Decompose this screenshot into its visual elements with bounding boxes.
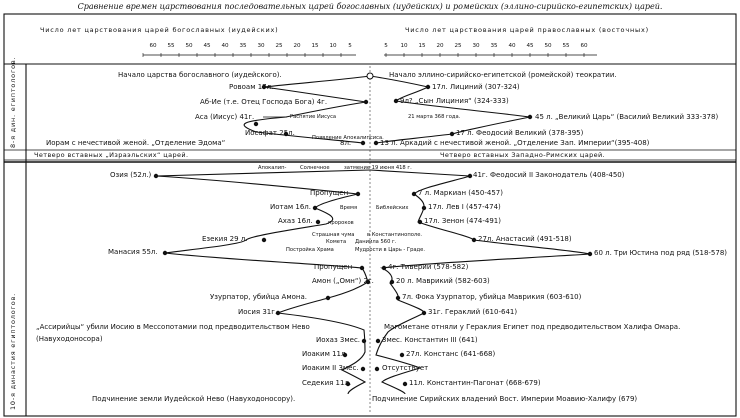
left-tick: 20 (293, 43, 301, 49)
right-tick: 45 (526, 43, 534, 49)
roman-label: 17л. Зенон (474-491) (424, 217, 501, 225)
left-tick: 50 (185, 43, 193, 49)
judean-label: Иохаз 3мес. (316, 336, 361, 344)
node-skip1 (356, 192, 360, 196)
section-label-upper: 8-я дин. египтологов. (9, 56, 17, 148)
start-left-label: Начало царства богославного (иудейского). (118, 71, 282, 79)
judean-label: Седекия 11л. (302, 379, 352, 387)
right-tick: 20 (436, 43, 444, 49)
start-node (367, 73, 373, 79)
note-comet: Комета (326, 239, 347, 245)
right-tick: 55 (562, 43, 570, 49)
left-tick: 25 (275, 43, 283, 49)
left-tick: 10 (329, 43, 337, 49)
node-theodosius (450, 132, 454, 136)
roman-label: 27л. Анастасий (491-518) (478, 235, 572, 243)
node-theodosius2 (468, 174, 472, 178)
header-left: Число лет царствования царей богославных (иудейских) (40, 26, 279, 34)
node-pogonatus (403, 382, 407, 386)
roman-label: 7л. Фока Узурпатор, убийца Маврикия (603-610) (402, 293, 582, 301)
node-tiberius (382, 266, 386, 270)
node-manasseh (163, 251, 167, 255)
roman-label: 17л. Лев I (457-474) (428, 203, 501, 211)
node-jotham (313, 206, 317, 210)
section-label-lower: 10-я династия египтологов. (9, 293, 17, 410)
roman-label: Отсутствует (382, 364, 429, 372)
node-basil (528, 115, 532, 119)
node-marcian (412, 192, 416, 196)
roman-label: 31г. Гераклий (610-641) (428, 308, 518, 316)
note-years: 8л. (340, 139, 352, 147)
roman-label: 11л. Константин-Пагонат (668-679) (409, 379, 541, 387)
right-tick: 25 (454, 43, 462, 49)
judean-label: Ровоам 17л. (229, 83, 274, 91)
judean-label: Езекия 29 л. (202, 235, 248, 243)
note-plague-b: в Константинополе. (367, 232, 423, 238)
start-right-label: Начало эллино-сирийско-египетской (ромейской) теократии. (389, 71, 617, 79)
node-jehoahaz (362, 339, 366, 343)
node-zeno (418, 220, 422, 224)
judean-label: Амон („Омн“) 2г. (312, 277, 374, 285)
right-tick: 15 (418, 43, 426, 49)
roman-label: 4г. Тиверий (578-582) (388, 263, 469, 271)
roman-label: 20 л. Маврикий (582-603) (396, 277, 490, 285)
left-tick: 5 (348, 43, 352, 49)
node-leo (422, 206, 426, 210)
left-tick: 35 (239, 43, 247, 49)
left-tick: 15 (311, 43, 319, 49)
right-tick: 35 (490, 43, 498, 49)
note-wisdom: Мудрости в Царь - Граде. (355, 247, 425, 253)
node-jehoiakim2 (361, 367, 365, 371)
roman-label: 13 л. Аркадий с нечестивой женой. „Отделение Зап. Империи“(395-408) (380, 139, 650, 147)
judean-label: Узурпатор, убийца Амона. (210, 293, 307, 301)
judean-label: Иоаким 11л. (302, 350, 348, 358)
roman-label: 17 л. Феодосий Великий (378-395) (456, 129, 584, 137)
judean-label: Иосия 31г. (238, 308, 278, 316)
node-asa (254, 122, 258, 126)
right-tick: 10 (400, 43, 408, 49)
node-hezekiah (262, 238, 266, 242)
judean-event: „Ассирийцы“ убили Иосию в Мессопотамии под предводительством Нево (Навуходоносора) (36, 323, 310, 343)
roman-label: 60 л. Три Юстина под ряд (518-578) (594, 249, 728, 257)
left-tick: 55 (167, 43, 175, 49)
judean-label: Ахаз 16л. (278, 217, 313, 225)
note-temple: Постройка Храма (286, 247, 334, 253)
band-right: Четверо вставных Западно-Римских царей. (440, 151, 606, 159)
roman-label: 7 л. Маркиан (450-457) (418, 189, 503, 197)
judean-label: Иотам 16л. (270, 203, 311, 211)
note-eclipse-b: Солнечное (300, 165, 330, 171)
note-era-a: Время (340, 205, 358, 211)
node-ahaz (316, 220, 320, 224)
roman-label: 17л. Лициний (307-324) (432, 83, 520, 91)
left-tick: 30 (257, 43, 265, 49)
band-left: Четверо вставных „Израэльских“ царей. (34, 151, 189, 159)
judean-label: Пропущен (310, 189, 349, 197)
left-tick: 60 (149, 43, 157, 49)
node-maurice (390, 280, 394, 284)
node-anastasius (472, 238, 476, 242)
left-tick: 40 (221, 43, 229, 49)
right-tick: 60 (580, 43, 588, 49)
node-abijah (364, 100, 368, 104)
note-plague-a: Страшная чума (312, 232, 355, 238)
judean-final: Подчинение земли Иудейской Нево (Навуходоносору). (92, 395, 296, 403)
judean-label: Пропущен (314, 263, 353, 271)
judean-label: Озия (52л.) (110, 171, 152, 179)
node-justins (588, 252, 592, 256)
note-daniel: Даниила 560 г. (355, 239, 397, 245)
roman-label: 27л. Констанс (641-668) (406, 350, 496, 358)
node-constans (400, 353, 404, 357)
roman-event: Магометане отняли у Гераклия Египет под предводительством Халифа Омара. (384, 323, 681, 331)
node-constantine3 (376, 339, 380, 343)
node-jehoram (361, 141, 365, 145)
right-tick: 5 (384, 43, 388, 49)
judean-label: Манасия 55л. (108, 248, 158, 256)
node-heraclius (422, 311, 426, 315)
node-usurper (326, 296, 330, 300)
note-eclipse-c: затмение 19 июня 418 г. (344, 165, 412, 171)
note-apocalypse: Появление Апокалипсиса. (312, 135, 384, 141)
right-tick: 50 (544, 43, 552, 49)
left-tick: 45 (203, 43, 211, 49)
right-tick: 40 (508, 43, 516, 49)
judean-label: Иоаким II 3мес. (302, 364, 359, 372)
node-uzziah (154, 174, 158, 178)
note-date: 21 марта 368 года. (408, 114, 461, 120)
note-jesus: Распятие Иисуса (290, 114, 337, 120)
diagram-caption: Сравнение времен царствования последовательных царей богославных (иудейских) и ромейских (эллино-сирийско-египетских) царей. (77, 2, 663, 11)
node-skip2 (360, 266, 364, 270)
node-absent (375, 367, 379, 371)
right-tick: 30 (472, 43, 480, 49)
judean-label: Иосафат 25л. (245, 129, 295, 137)
roman-label: 3мес. Константин III (641) (382, 336, 478, 344)
roman-label: 9л? „Сын Лициния“ (324-333) (400, 97, 509, 105)
roman-final: Подчинение Сирийских владений Вост. Империи Моавию-Халифу (679) (372, 395, 638, 403)
header-right: Число лет царствования царей православных (восточных) (405, 26, 649, 34)
roman-label: 41г. Феодосий II Законодатель (408-450) (473, 171, 625, 179)
node-licinius (426, 85, 430, 89)
note-eclipse-a: Апокалип- (258, 165, 287, 171)
judean-label: Аса (Иисус) 41г. (195, 113, 255, 121)
judean-label: Аб-Ие (т.е. Отец Господа Бога) 4г. (200, 98, 328, 106)
node-arcadius (374, 141, 378, 145)
judean-label: Иорам с нечестивой женой. „Отделение Эдома“ (46, 139, 226, 147)
note-era-c: пророков (328, 220, 354, 226)
node-phocas (396, 296, 400, 300)
note-era-b: Библейских (376, 205, 409, 211)
roman-label: 45 л. „Великий Царь“ (Василий Великий 333-378) (535, 113, 719, 121)
node-son-licinius (394, 99, 398, 103)
